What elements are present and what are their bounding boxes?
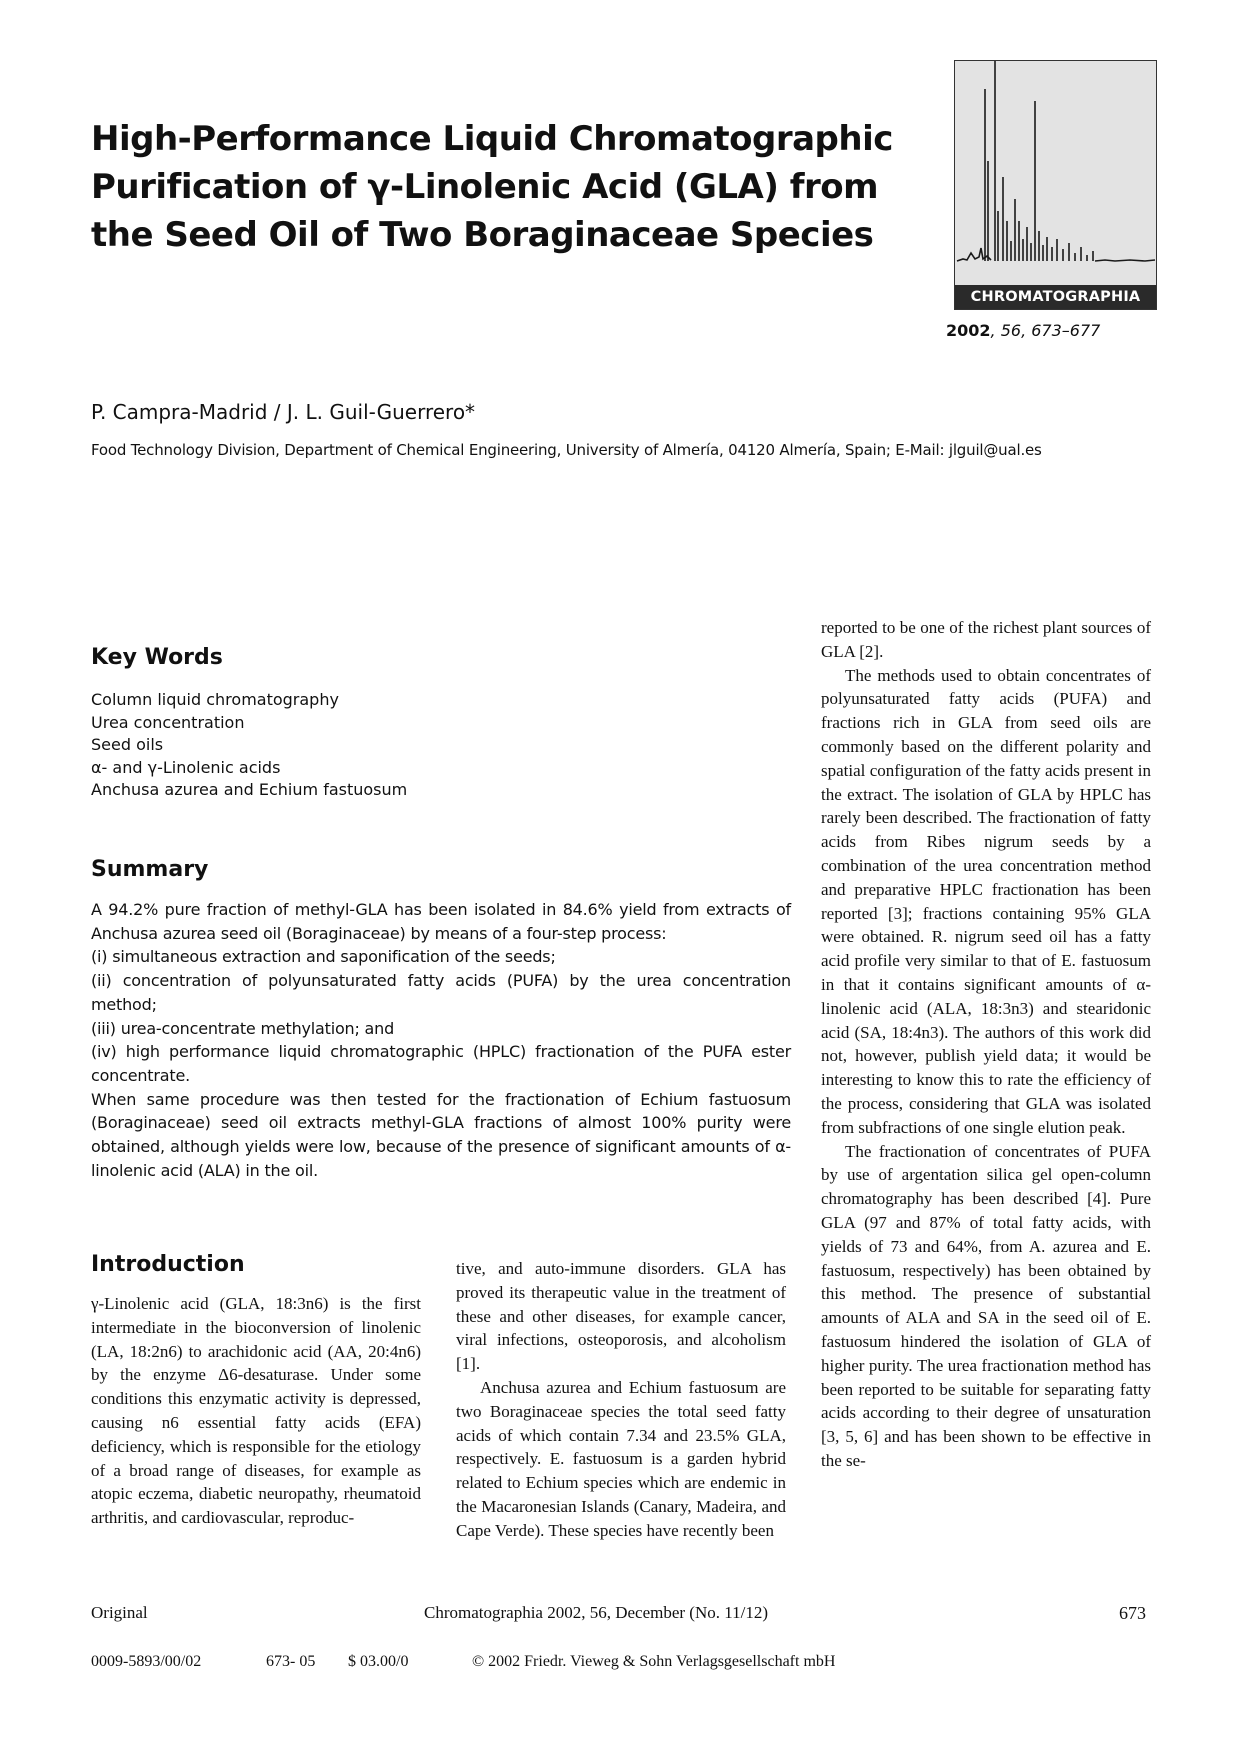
footer-issn: 0009-5893/00/02 xyxy=(91,1653,202,1670)
summary-line: A 94.2% pure fraction of methyl-GLA has been isolated in 84.6% yield from extracts of Anchusa azurea seed oil (Boraginaceae) by means of a four-step process: xyxy=(91,900,791,943)
keyword-item: Column liquid chromatography xyxy=(91,690,339,709)
summary-text xyxy=(91,898,791,1182)
body-column-3 xyxy=(821,616,1151,1473)
summary-line: (ii) concentration of polyunsaturated fatty acids (PUFA) by the urea concentration method; xyxy=(91,971,791,1014)
introduction-heading: Introduction xyxy=(91,1252,245,1277)
affiliation: Food Technology Division, Department of Chemical Engineering, University of Almería, 04120 Almería, Spain; E-Mail: jlguil@ual.es xyxy=(91,441,1042,459)
authors: P. Campra-Madrid / J. L. Guil-Guerrero* xyxy=(91,400,476,424)
footer-pages: 673- 05 xyxy=(266,1653,316,1670)
summary-line: When same procedure was then tested for the fractionation of Echium fastuosum (Boraginaceae) seed oil extracts methyl-GLA fractions of almost 100% purity were obtained, although yields were low, because of the presence of significant amounts of α-linolenic acid (ALA) in the oil. xyxy=(91,1089,791,1180)
footer-journal: Chromatographia 2002, 56, December (No. 11/12) xyxy=(424,1603,769,1622)
citation xyxy=(946,321,1100,340)
citation-year: 2002 xyxy=(946,321,991,340)
article-title: High-Performance Liquid Chromatographic Purification of γ-Linolenic Acid (GLA) from the Seed Oil of Two Boraginaceae Species xyxy=(91,119,893,255)
keyword-item: α- and γ-Linolenic acids xyxy=(91,757,281,777)
page-number: 673 xyxy=(1119,1603,1146,1623)
summary-line: (iv) high performance liquid chromatographic (HPLC) fractionation of the PUFA ester concentrate. xyxy=(91,1042,791,1085)
keyword-item: Anchusa azurea and Echium fastuosum xyxy=(91,780,408,800)
footer-price: $ 03.00/0 xyxy=(348,1653,409,1670)
summary-line: (iii) urea-concentrate methylation; and xyxy=(91,1018,395,1038)
body-paragraph: Anchusa azurea and Echium fastuosum are two Boraginaceae species the total seed fatty acids of which contain 7.34 and 23.5% GLA, respectively. E. fastuosum is a garden hybrid related to Echium species which are endemic in the Macaronesian Islands (Canary, Madeira, and Cape Verde). These species have recently been xyxy=(456,1377,786,1540)
journal-logo xyxy=(954,60,1157,310)
body-column-2 xyxy=(456,1257,786,1543)
keyword-item: Seed oils xyxy=(91,735,164,755)
body-paragraph: tive, and auto-immune disorders. GLA has proved its therapeutic value in the treatment of these and other diseases, for example cancer, viral infections, osteoporosis, and alcoholism [1]. xyxy=(456,1259,786,1374)
keywords-list xyxy=(91,689,407,802)
body-paragraph: The methods used to obtain concentrates of polyunsaturated fatty acids (PUFA) and fractions rich in GLA from seed oils are commonly based on the different polarity and spatial configuration of the fatty acids present in the extract. The isolation of GLA by HPLC has rarely been described. The fractionation of fatty acids from Ribes nigrum seeds by a combination of the urea concentration method and preparative HPLC fractionation has been reported [3]; fractions containing 95% GLA were obtained. R. nigrum seed oil has a fatty acid profile very similar to that of E. fastuosum in that it contains significant amounts of α-linolenic acid (ALA, 18:3n3) and stearidonic acid (SA, 18:4n3). The authors of this work did not, however, publish yield data; it would be interesting to know this to rate the efficiency of the process, considering that GLA was isolated from subfractions of one single elution peak. xyxy=(821,665,1151,1137)
body-column-1 xyxy=(91,1292,421,1530)
keywords-heading: Key Words xyxy=(91,645,223,670)
summary-line: (i) simultaneous extraction and saponification of the seeds; xyxy=(91,947,556,967)
keyword-item: Urea concentration xyxy=(91,712,245,732)
body-paragraph: γ-Linolenic acid (GLA, 18:3n6) is the first intermediate in the bioconversion of linolenic (LA, 18:2n6) to arachidonic acid (AA, 20:4n6) by the enzyme Δ6-desaturase. Under some conditions this enzymatic activity is depressed, causing n6 essential fatty acids (EFA) deficiency, which is responsible for the etiology of a broad range of diseases, for example as atopic eczema, diabetic neuropathy, rheumatoid arthritis, and cardiovascular, reproduc- xyxy=(91,1294,421,1528)
footer-copyright: © 2002 Friedr. Vieweg & Sohn Verlagsgesellschaft mbH xyxy=(472,1653,836,1670)
citation-volume-pages: , 56, 673–677 xyxy=(990,321,1101,340)
summary-heading: Summary xyxy=(91,857,209,882)
logo-wordmark: CHROMATOGRAPHIA xyxy=(955,285,1156,309)
body-paragraph: The fractionation of concentrates of PUFA by use of argentation silica gel open-column chromatography has been described [4]. Pure GLA (97 and 87% of total fatty acids, with yields of 73 and 64%, from A. azurea and E. fastuosum, respectively) has been obtained by this method. The presence of substantial amounts of ALA and SA in the seed oil of E. fastuosum hindered the isolation of GLA of higher purity. The urea fractionation method has been reported to be suitable for separating fatty acids according to their degree of unsaturation [3, 5, 6] and has been shown to be effective in the se- xyxy=(821,1141,1151,1470)
body-paragraph: reported to be one of the richest plant sources of GLA [2]. xyxy=(821,618,1151,661)
chromatogram-logo-image xyxy=(955,61,1156,285)
footer-article-type: Original xyxy=(91,1603,148,1622)
